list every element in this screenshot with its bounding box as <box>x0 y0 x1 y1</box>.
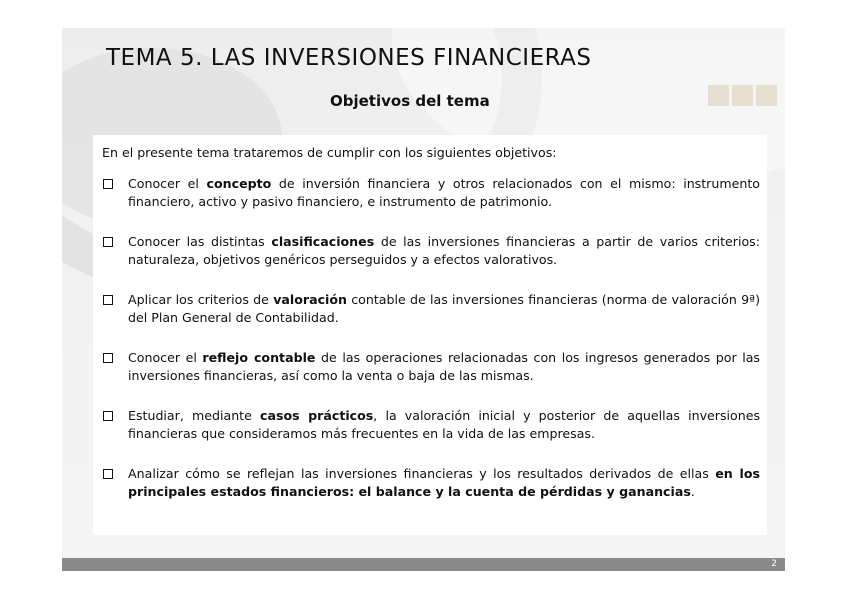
slide <box>62 28 785 571</box>
square-icon <box>708 85 729 106</box>
checkbox-icon <box>103 295 113 305</box>
objective-text: Analizar cómo se reflejan las inversiones financieras y los resultados derivados de ellas en los principales estados financieros: el balance y la cuenta de pérdidas y ganancias. <box>128 466 760 499</box>
objective-item <box>102 349 760 385</box>
content-box <box>93 135 767 535</box>
checkbox-icon <box>103 179 113 189</box>
objective-keyword: casos prácticos <box>260 408 374 423</box>
slide-title: TEMA 5. LAS INVERSIONES FINANCIERAS <box>106 45 592 71</box>
square-icon <box>732 85 753 106</box>
objective-text: Aplicar los criterios de valoración contable de las inversiones financieras (norma de valoración 9ª) del Plan General de Contabilidad. <box>128 292 760 325</box>
square-icon <box>756 85 777 106</box>
checkbox-icon <box>103 353 113 363</box>
footer-bar <box>62 558 785 571</box>
objective-keyword: valoración <box>273 292 347 307</box>
objective-keyword: clasificaciones <box>271 234 375 249</box>
checkbox-icon <box>103 469 113 479</box>
objective-keyword: concepto <box>206 176 272 191</box>
page-number: 2 <box>771 559 777 569</box>
objective-item <box>102 465 760 501</box>
decorative-squares <box>708 85 777 106</box>
objective-item <box>102 175 760 211</box>
objective-item <box>102 233 760 269</box>
objective-item <box>102 407 760 443</box>
checkbox-icon <box>103 411 113 421</box>
checkbox-icon <box>103 237 113 247</box>
objective-text: Conocer las distintas clasificaciones de las inversiones financieras a partir de varios criterios: naturaleza, objetivos genéricos perseguidos y a efectos valorativos. <box>128 234 760 267</box>
slide-subtitle: Objetivos del tema <box>330 92 490 110</box>
objective-text: Estudiar, mediante casos prácticos, la valoración inicial y posterior de aquellas inversiones financieras que consideramos más frecuentes en la vida de las empresas. <box>128 408 760 441</box>
objective-text: Conocer el concepto de inversión financiera y otros relacionados con el mismo: instrumento financiero, activo y pasivo financiero, e instrumento de patrimonio. <box>128 176 760 209</box>
objective-text: Conocer el reflejo contable de las operaciones relacionadas con los ingresos generados por las inversiones financieras, así como la venta o baja de las mismas. <box>128 350 760 383</box>
objective-keyword: en los principales estados financieros: el balance y la cuenta de pérdidas y ganancias <box>128 466 760 499</box>
intro-text: En el presente tema trataremos de cumplir con los siguientes objetivos: <box>102 145 557 160</box>
objectives-list <box>102 175 760 501</box>
objective-item <box>102 291 760 327</box>
objective-keyword: reflejo contable <box>202 350 316 365</box>
